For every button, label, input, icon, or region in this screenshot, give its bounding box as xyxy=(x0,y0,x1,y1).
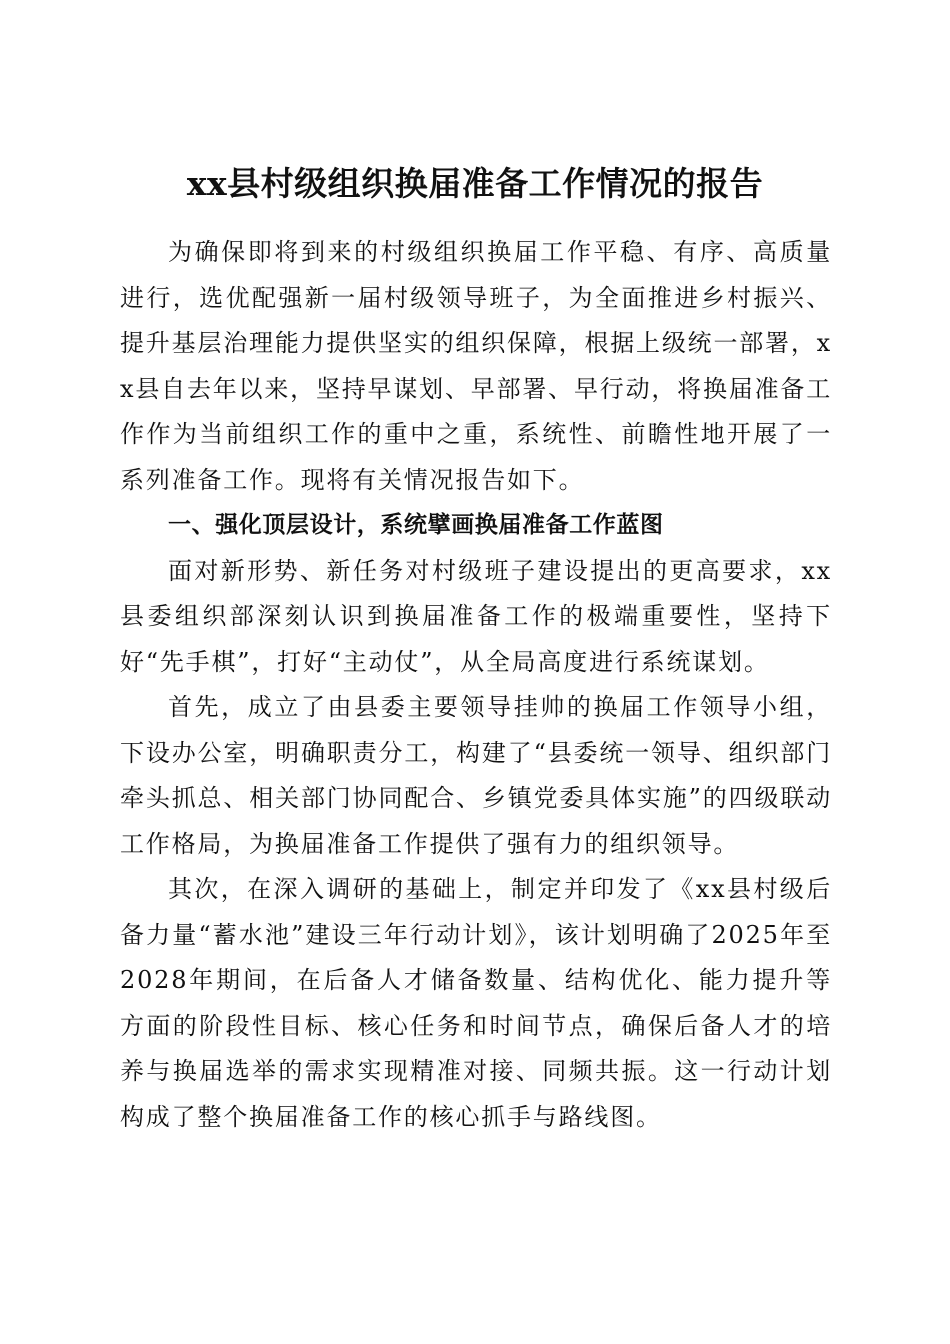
section-heading: 一、强化顶层设计，系统擘画换届准备工作蓝图 xyxy=(168,512,664,538)
section-paragraph-second: 其次，在深入调研的基础上，制定并印发了《xx县村级后备力量“蓄水池”建设三年行动计划》，该计划明确了2025年至2028年期间，在后备人才储备数量、结构优化、能力提升等方面的阶段性目标、核心任务和时间节点，确保后备人才的培养与换届选举的需求实现精准对接、同频共振。这一行动计划构成了整个换届准备工作的核心抓手与路线图。 xyxy=(120,875,832,1131)
document-title: xx县村级组织换届准备工作情况的报告 xyxy=(186,164,764,204)
section-paragraph-first: 首先，成立了由县委主要领导挂帅的换届工作领导小组，下设办公室，明确职责分工，构建了“县委统一领导、组织部门牵头抓总、相关部门协同配合、乡镇党委具体实施”的四级联动工作格局，为换届准备工作提供了强有力的组织领导。 xyxy=(120,693,832,858)
document-body xyxy=(120,230,832,1140)
section-paragraph-overview: 面对新形势、新任务对村级班子建设提出的更高要求，xx县委组织部深刻认识到换届准备工作的极端重要性，坚持下好“先手棋”，打好“主动仗”，从全局高度进行系统谋划。 xyxy=(120,556,832,676)
intro-paragraph: 为确保即将到来的村级组织换届工作平稳、有序、高质量进行，选优配强新一届村级领导班子，为全面推进乡村振兴、提升基层治理能力提供坚实的组织保障，根据上级统一部署，xx县自去年以来，坚持早谋划、早部署、早行动，将换届准备工作作为当前组织工作的重中之重，系统性、前瞻性地开展了一系列准备工作。现将有关情况报告如下。 xyxy=(120,238,832,494)
